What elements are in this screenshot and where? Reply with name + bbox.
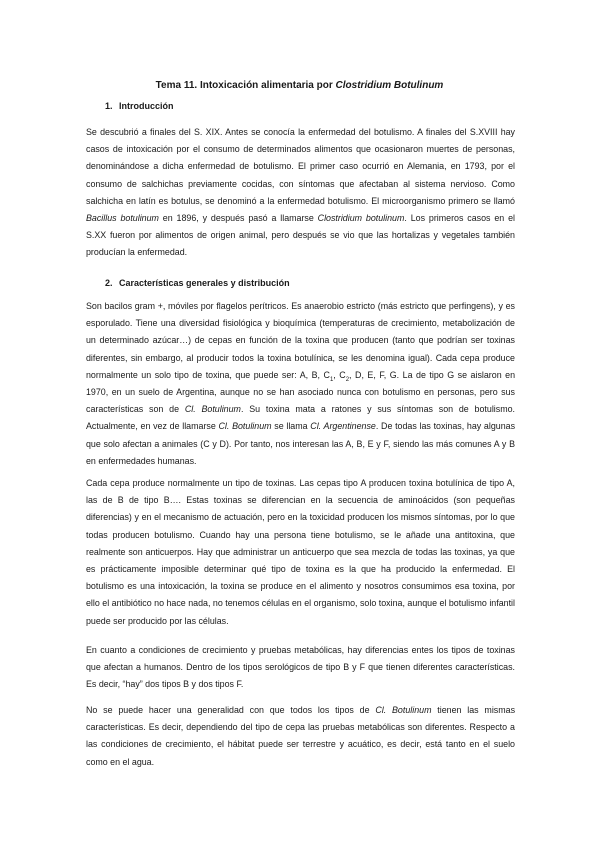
text-run: en 1896, y después pasó a llamarse (158, 213, 318, 224)
text-run: , D, E, F, G. La de tipo G se aislaron en 1970, en un suelo de Argentina, aunque no se han asociado nunca con botulismo en personas, pero sus características son de (86, 369, 516, 415)
italic-run: Cl. Botulinum (218, 421, 272, 432)
text-run: Se descubrió a finales del S. XIX. Antes se conocía la enfermedad del botulismo. A finales del S.XVIII hay casos de intoxicación por el consumo de determinados alimentos que ocasionaron muertes de personas, denominándose a dicha enfermedad de botulismo. El primer caso ocurrió en Alemania, en 1793, por el consumo de salchichas previamente cocidas, con síntomas que afectaban al sistema nervioso. Como salchicha en latín es botulus, se denominó a la enfermedad botulismo. El microorganismo primero se llamó (86, 127, 515, 206)
title-organism: Clostridium Botulinum (335, 80, 444, 91)
paragraph-caracteristicas-1 (86, 298, 515, 470)
text-run: . Los primeros casos en el S.XX fueron por alimentos de origen animal, pero después se vio que las hortalizas y vegetales también producían la enfermedad. (86, 213, 515, 258)
section-number: 2. (105, 278, 113, 288)
text-run: Cada cepa produce normalmente un tipo de toxinas. Las cepas tipo A producen toxina botulínica de tipo A, las de B de tipo B…. Estas toxinas se diferencian en la secuencia de aminoácidos (son pequeñas diferencias) y en el mecanismo de actuación, pero en la toxicidad producen los mismos síntomas, por lo que todas producen botulismo. Cuando hay una persona tiene botulismo, se le añade una antitoxina, que realmente son anticuerpos. Hay que administrar un anticuerpo que sea mezcla de todas las toxinas, ya que es prácticamente imposible determinar qué tipo de toxina es la que ha producido la enfermedad. El botulismo es una intoxicación, la toxina se produce en el alimento y nosotros consumimos esa toxina, por ello el antibiótico no hace nada, no tenemos células en el organismo, solo toxina, aunque el botulismo infantil puede ser producido por las células. (86, 478, 515, 626)
text-run: , C (333, 369, 346, 380)
text-run: En cuanto a condiciones de crecimiento y pruebas metabólicas, hay diferencias entes los tipos de toxinas que afectan a humanos. Dentro de los tipos serológicos de tipo B y F que tienen diferentes características. Es decir, “hay” dos tipos B y dos tipos F. (86, 645, 515, 690)
italic-run: Cl. Botulinum (184, 404, 241, 415)
italic-run: Bacillus botulinum (86, 213, 159, 224)
text-run: . De todas las toxinas, hay algunas que solo afectan a animales (C y D). Por tanto, nos interesan las A, B, E y F, siendo las más comunes A y B en enfermedades humanas. (86, 421, 516, 466)
text-run: tienen las mismas características. Es decir, dependiendo del tipo de cepa las pruebas metabólicas son diferentes. Respecto a las condiciones de crecimiento, el hábitat puede ser terrestre y acuático, es decir, está tanto en el suelo como en el agua. (86, 705, 516, 767)
section-number: 1. (105, 101, 113, 111)
italic-run: Cl. Argentinense (310, 421, 376, 432)
subscript: 2 (345, 376, 350, 383)
text-run: Son bacilos gram +, móviles por flagelos perítricos. Es anaerobio estricto (más estricto que perfingens), y es esporulado. Tiene una diversidad fisiológica y bioquímica (temperaturas de crecimiento, metabolización de un determinado azúcar…) de cepas en función de la toxina que producen (tanto que podrían ser toxinas diferentes, sin embargo, al producir todos la toxina botulínica, se les denomina igual). Cada cepa produce normalmente un solo tipo de toxina, que puede ser: A, B, C (86, 301, 515, 380)
paragraph-intro (86, 124, 515, 262)
text-run: . Su toxina mata a ratones y sus síntomas son de botulismo. Actualmente, en vez de llamarse (86, 404, 516, 432)
paragraph-caracteristicas-4 (86, 702, 515, 771)
italic-run: Cl. Botulinum (375, 705, 432, 715)
section-title: Introducción (119, 101, 174, 111)
subscript: 1 (329, 376, 334, 383)
section-heading-caracteristicas (105, 278, 290, 289)
paragraph-caracteristicas-2 (86, 475, 515, 630)
italic-run: Clostridium botulinum (317, 213, 405, 224)
page-title (0, 80, 599, 92)
text-run: se llama (271, 421, 311, 432)
section-title: Características generales y distribución (119, 278, 290, 288)
paragraph-caracteristicas-3 (86, 642, 515, 694)
section-heading-introduccion (105, 101, 174, 112)
title-text: Tema 11. Intoxicación alimentaria por (155, 80, 336, 91)
text-run: No se puede hacer una generalidad con que todos los tipos de (86, 705, 376, 715)
